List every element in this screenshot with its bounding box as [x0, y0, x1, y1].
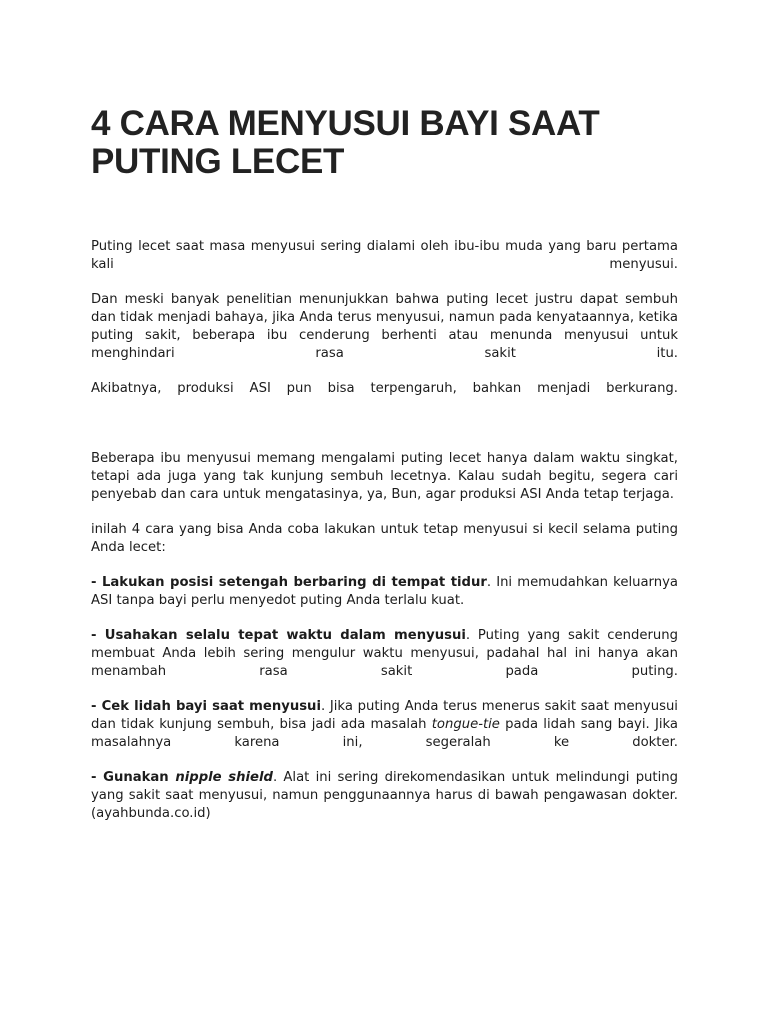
tip-4-heading: - Gunakan: [91, 770, 176, 785]
paragraph-research: Dan meski banyak penelitian menunjukkan bahwa puting lecet justru dapat sembuh dan tidak menjadi bahaya, jika Anda terus menyusui, namun pada kenyataannya, ketika puting sakit, beberapa ibu cenderung berhenti atau menunda menyusui untuk menghindari rasa sakit itu.: [91, 292, 678, 361]
tip-item-1: [91, 574, 678, 610]
paragraph-duration: Beberapa ibu menyusui memang mengalami puting lecet hanya dalam waktu singkat, tetapi ada juga yang tak kunjung sembuh lecetnya. Kalau sudah begitu, segera cari penyebab dan cara untuk mengatasinya, ya, Bun, agar produksi ASI Anda tetap terjaga.: [91, 451, 678, 502]
paragraph-tips-intro: inilah 4 cara yang bisa Anda coba lakukan untuk tetap menyusui si kecil selama puting Anda lecet:: [91, 522, 678, 555]
tip-2-heading: - Usahakan selalu tepat waktu dalam menyusui: [91, 628, 466, 643]
tip-item-3: [91, 698, 678, 752]
tip-3-heading: - Cek lidah bayi saat menyusui: [91, 699, 321, 714]
tip-3-term: tongue-tie: [431, 717, 500, 732]
tip-3-text-b: pada lidah sang bayi. Jika masalahnya karena ini, segeralah ke dokter.: [91, 717, 679, 750]
tip-1-text: . Ini memudahkan keluarnya ASI tanpa bayi perlu menyedot puting Anda terlalu kuat.: [91, 575, 678, 608]
page-title: 4 CARA MENYUSUI BAYI SAAT PUTING LECET: [91, 104, 600, 181]
tip-4-text: . Alat ini sering direkomendasikan untuk melindungi puting yang sakit saat menyusui, namun penggunaannya harus di bawah pengawasan dokter.(ayahbunda.co.id): [91, 770, 678, 821]
paragraph-effect: Akibatnya, produksi ASI pun bisa terpengaruh, bahkan menjadi berkurang.: [91, 381, 678, 396]
tip-1-heading: - Lakukan posisi setengah berbaring di tempat tidur: [91, 575, 487, 590]
document-page: [91, 104, 679, 821]
tip-3-text-a: . Jika puting Anda terus menerus sakit saat menyusui dan tidak kunjung sembuh, bisa jadi ada masalah: [91, 699, 678, 732]
tip-4-term: nipple shield: [175, 770, 273, 785]
tip-item-2: [91, 627, 678, 681]
tip-item-4: [91, 769, 678, 823]
article-body: [91, 238, 678, 823]
tip-2-text: . Puting yang sakit cenderung membuat Anda lebih sering mengulur waktu menyusui, padahal hal ini hanya akan menambah rasa sakit pada puting.: [91, 628, 678, 679]
paragraph-intro: Puting lecet saat masa menyusui sering dialami oleh ibu-ibu muda yang baru pertama kali menyusui.: [91, 239, 678, 272]
